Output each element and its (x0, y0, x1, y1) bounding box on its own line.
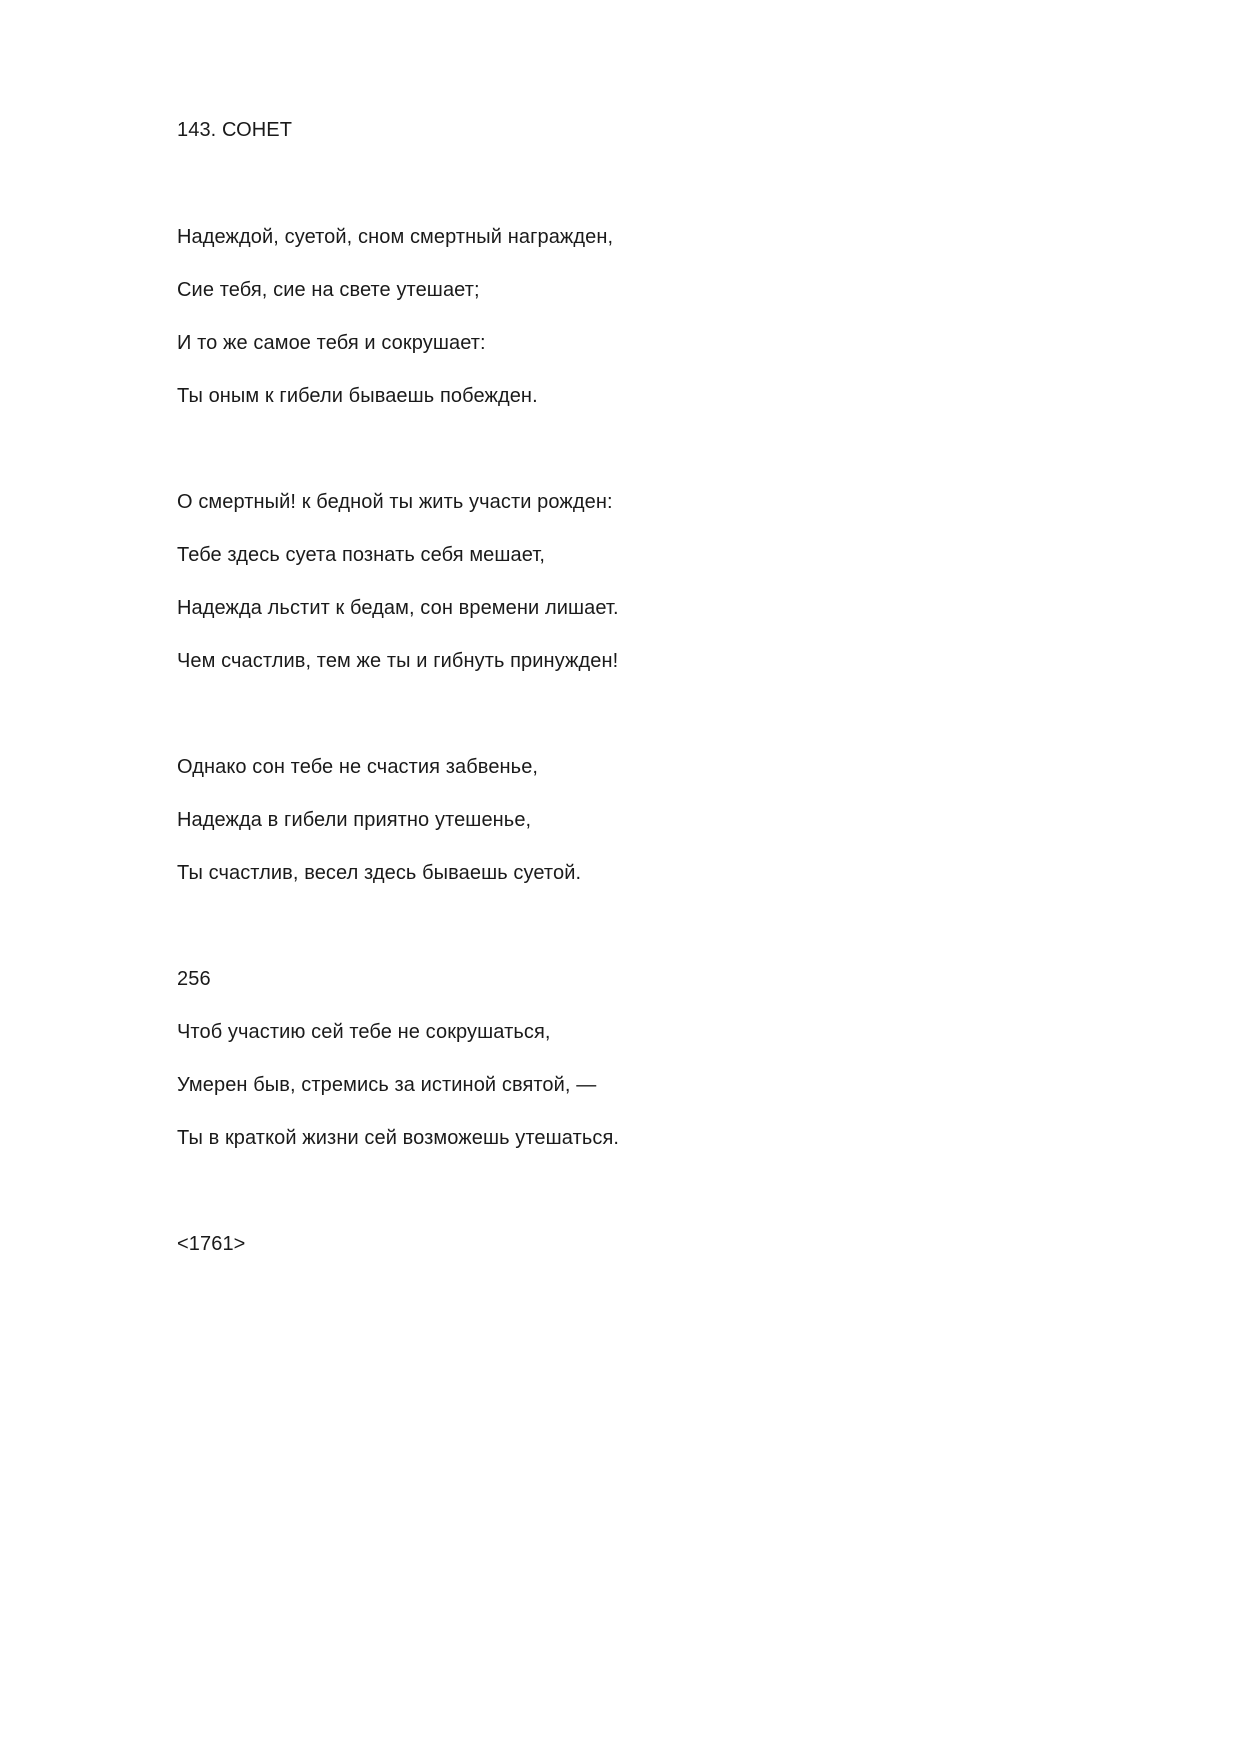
poem-line: Однако сон тебе не счастия забвенье, (177, 756, 539, 778)
poem-line: Ты счастлив, весел здесь бываешь суетой. (177, 862, 582, 884)
poem-line: Надеждой, суетой, сном смертный награжден, (177, 226, 614, 248)
page-number: 256 (177, 968, 211, 990)
poem-line: О смертный! к бедной ты жить участи рожден: (177, 491, 613, 513)
poem-line: Ты оным к гибели бываешь побежден. (177, 385, 538, 407)
poem-line: Надежда в гибели приятно утешенье, (177, 809, 532, 831)
poem-line: Чем счастлив, тем же ты и гибнуть принужден! (177, 650, 619, 672)
poem-title: 143. СОНЕТ (177, 119, 293, 141)
poem-line: Ты в краткой жизни сей возможешь утешаться. (177, 1127, 620, 1149)
poem-line: Сие тебя, сие на свете утешает; (177, 279, 480, 301)
poem-line: Тебе здесь суета познать себя мешает, (177, 544, 546, 566)
poem-line: Чтоб участию сей тебе не сокрушаться, (177, 1021, 551, 1043)
poem-date: <1761> (177, 1233, 246, 1255)
poem-line: И то же самое тебя и сокрушает: (177, 332, 486, 354)
poem-line: Умерен быв, стремись за истиной святой, — (177, 1074, 597, 1096)
poem-line: Надежда льстит к бедам, сон времени лишает. (177, 597, 619, 619)
